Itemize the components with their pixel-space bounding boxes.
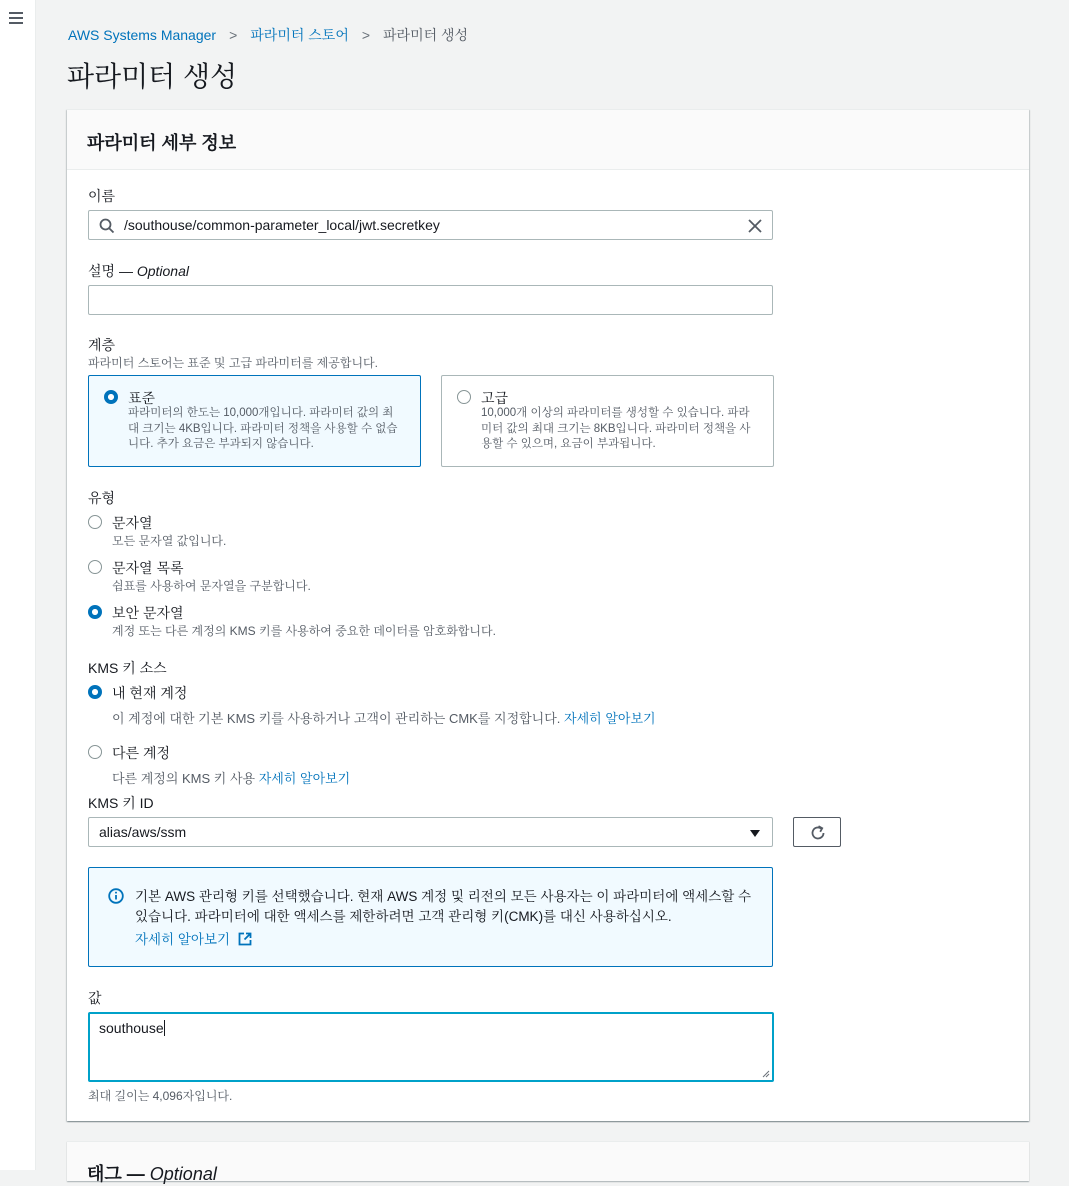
info-icon <box>108 888 124 904</box>
type-string-description: 모든 문자열 값입니다. <box>112 534 227 548</box>
kms-other-account-radio[interactable] <box>88 745 102 759</box>
value-hint: 최대 길이는 4,096자입니다. <box>88 1089 233 1103</box>
kms-other-account-title[interactable]: 다른 계정 <box>112 745 170 761</box>
parameter-details-panel <box>67 109 1029 1121</box>
type-label: 유형 <box>88 490 116 506</box>
kms-key-id-select[interactable] <box>88 817 773 847</box>
optional-tag: Optional <box>149 1164 217 1184</box>
info-learn-more-link[interactable] <box>135 928 252 948</box>
kms-current-account-title[interactable]: 내 현재 계정 <box>112 685 188 701</box>
tier-standard-radio[interactable] <box>104 390 118 404</box>
kms-current-account-description <box>112 708 656 727</box>
description-label-text: 설명 — <box>88 263 133 279</box>
external-link-icon <box>238 932 252 946</box>
kms-key-id-label: KMS 키 ID <box>88 795 154 811</box>
refresh-icon <box>809 824 827 842</box>
name-input[interactable] <box>88 210 773 240</box>
tags-panel <box>67 1141 1029 1184</box>
value-label: 값 <box>88 990 102 1006</box>
tier-advanced-radio[interactable] <box>457 390 471 404</box>
tags-panel-title <box>87 1160 217 1186</box>
learn-more-link[interactable]: 자세히 알아보기 <box>564 711 656 726</box>
name-label: 이름 <box>88 188 116 204</box>
value-textarea[interactable] <box>88 1012 774 1082</box>
type-stringlist-description: 쉼표를 사용하여 문자열을 구분합니다. <box>112 579 311 593</box>
search-icon <box>99 218 115 234</box>
type-stringlist-radio[interactable] <box>88 560 102 574</box>
resize-grip-icon[interactable] <box>762 1070 770 1078</box>
kms-current-account-text: 이 계정에 대한 기본 KMS 키를 사용하거나 고객이 관리하는 CMK를 지정합니다. <box>112 711 561 726</box>
value-textarea-content <box>99 1020 165 1036</box>
kms-source-label: KMS 키 소스 <box>88 660 167 676</box>
panel-title: 파라미터 세부 정보 <box>67 110 1029 170</box>
breadcrumb-systems-manager[interactable]: AWS Systems Manager <box>68 27 217 43</box>
kms-key-id-value: alias/aws/ssm <box>99 824 187 840</box>
tier-label: 계층 <box>88 337 116 353</box>
info-alert-text: 기본 AWS 관리형 키를 선택했습니다. 현재 AWS 계정 및 리전의 모든 사용자는 이 파라미터에 액세스할 수 있습니다. 파라미터에 대한 액세스를 제한하려면 고객 관리형 키(CMK)를 대신 사용하십시오. <box>135 889 752 924</box>
tier-advanced-tile[interactable] <box>441 375 774 467</box>
tier-description: 파라미터 스토어는 표준 및 고급 파라미터를 제공합니다. <box>88 356 378 370</box>
breadcrumb <box>68 25 468 45</box>
value-textarea-text: southouse <box>99 1020 164 1036</box>
chevron-right-icon: > <box>229 27 238 43</box>
tier-standard-tile[interactable] <box>88 375 421 467</box>
name-input-value: /southouse/common-parameter_local/jwt.secretkey <box>124 217 440 233</box>
description-label <box>88 261 189 281</box>
dropdown-caret-icon <box>750 830 760 837</box>
kms-other-account-description <box>112 768 350 787</box>
breadcrumb-current: 파라미터 생성 <box>383 27 469 43</box>
type-stringlist-title[interactable]: 문자열 목록 <box>112 560 184 576</box>
tier-advanced-description: 10,000개 이상의 파라미터를 생성할 수 있습니다. 파라미터 값의 최대 크기는 8KB입니다. 파라미터 정책을 사용할 수 있으며, 요금이 부과됩니다. <box>481 407 751 450</box>
type-securestring-radio[interactable] <box>88 605 102 619</box>
type-string-radio[interactable] <box>88 515 102 529</box>
breadcrumb-parameter-store[interactable]: 파라미터 스토어 <box>250 27 349 43</box>
side-navigation-rail <box>0 0 36 1170</box>
refresh-button[interactable] <box>793 817 841 847</box>
type-string-title[interactable]: 문자열 <box>112 515 153 531</box>
close-icon[interactable] <box>747 218 763 234</box>
optional-tag: Optional <box>136 263 189 279</box>
kms-current-account-radio[interactable] <box>88 685 102 699</box>
tier-standard-description: 파라미터의 한도는 10,000개입니다. 파라미터 값의 최대 크기는 4KB입니다. 파라미터 정책을 사용할 수 없습니다. 추가 요금은 부과되지 않습니다. <box>128 407 398 450</box>
type-securestring-description: 계정 또는 다른 계정의 KMS 키를 사용하여 중요한 데이터를 암호화합니다. <box>112 624 496 638</box>
info-learn-more-text: 자세히 알아보기 <box>135 932 231 947</box>
text-caret <box>164 1020 165 1036</box>
tier-advanced-title: 고급 <box>481 390 509 406</box>
learn-more-link[interactable]: 자세히 알아보기 <box>258 771 351 786</box>
tags-panel-title-text: 태그 — <box>87 1164 145 1184</box>
page-title: 파라미터 생성 <box>67 61 238 92</box>
info-alert <box>88 867 773 967</box>
chevron-right-icon: > <box>361 27 371 43</box>
kms-other-account-text: 다른 계정의 KMS 키 사용 <box>112 771 256 786</box>
description-input[interactable] <box>88 285 773 315</box>
menu-icon[interactable] <box>9 12 23 24</box>
type-securestring-title[interactable]: 보안 문자열 <box>112 605 184 621</box>
tier-standard-title: 표준 <box>128 390 156 406</box>
